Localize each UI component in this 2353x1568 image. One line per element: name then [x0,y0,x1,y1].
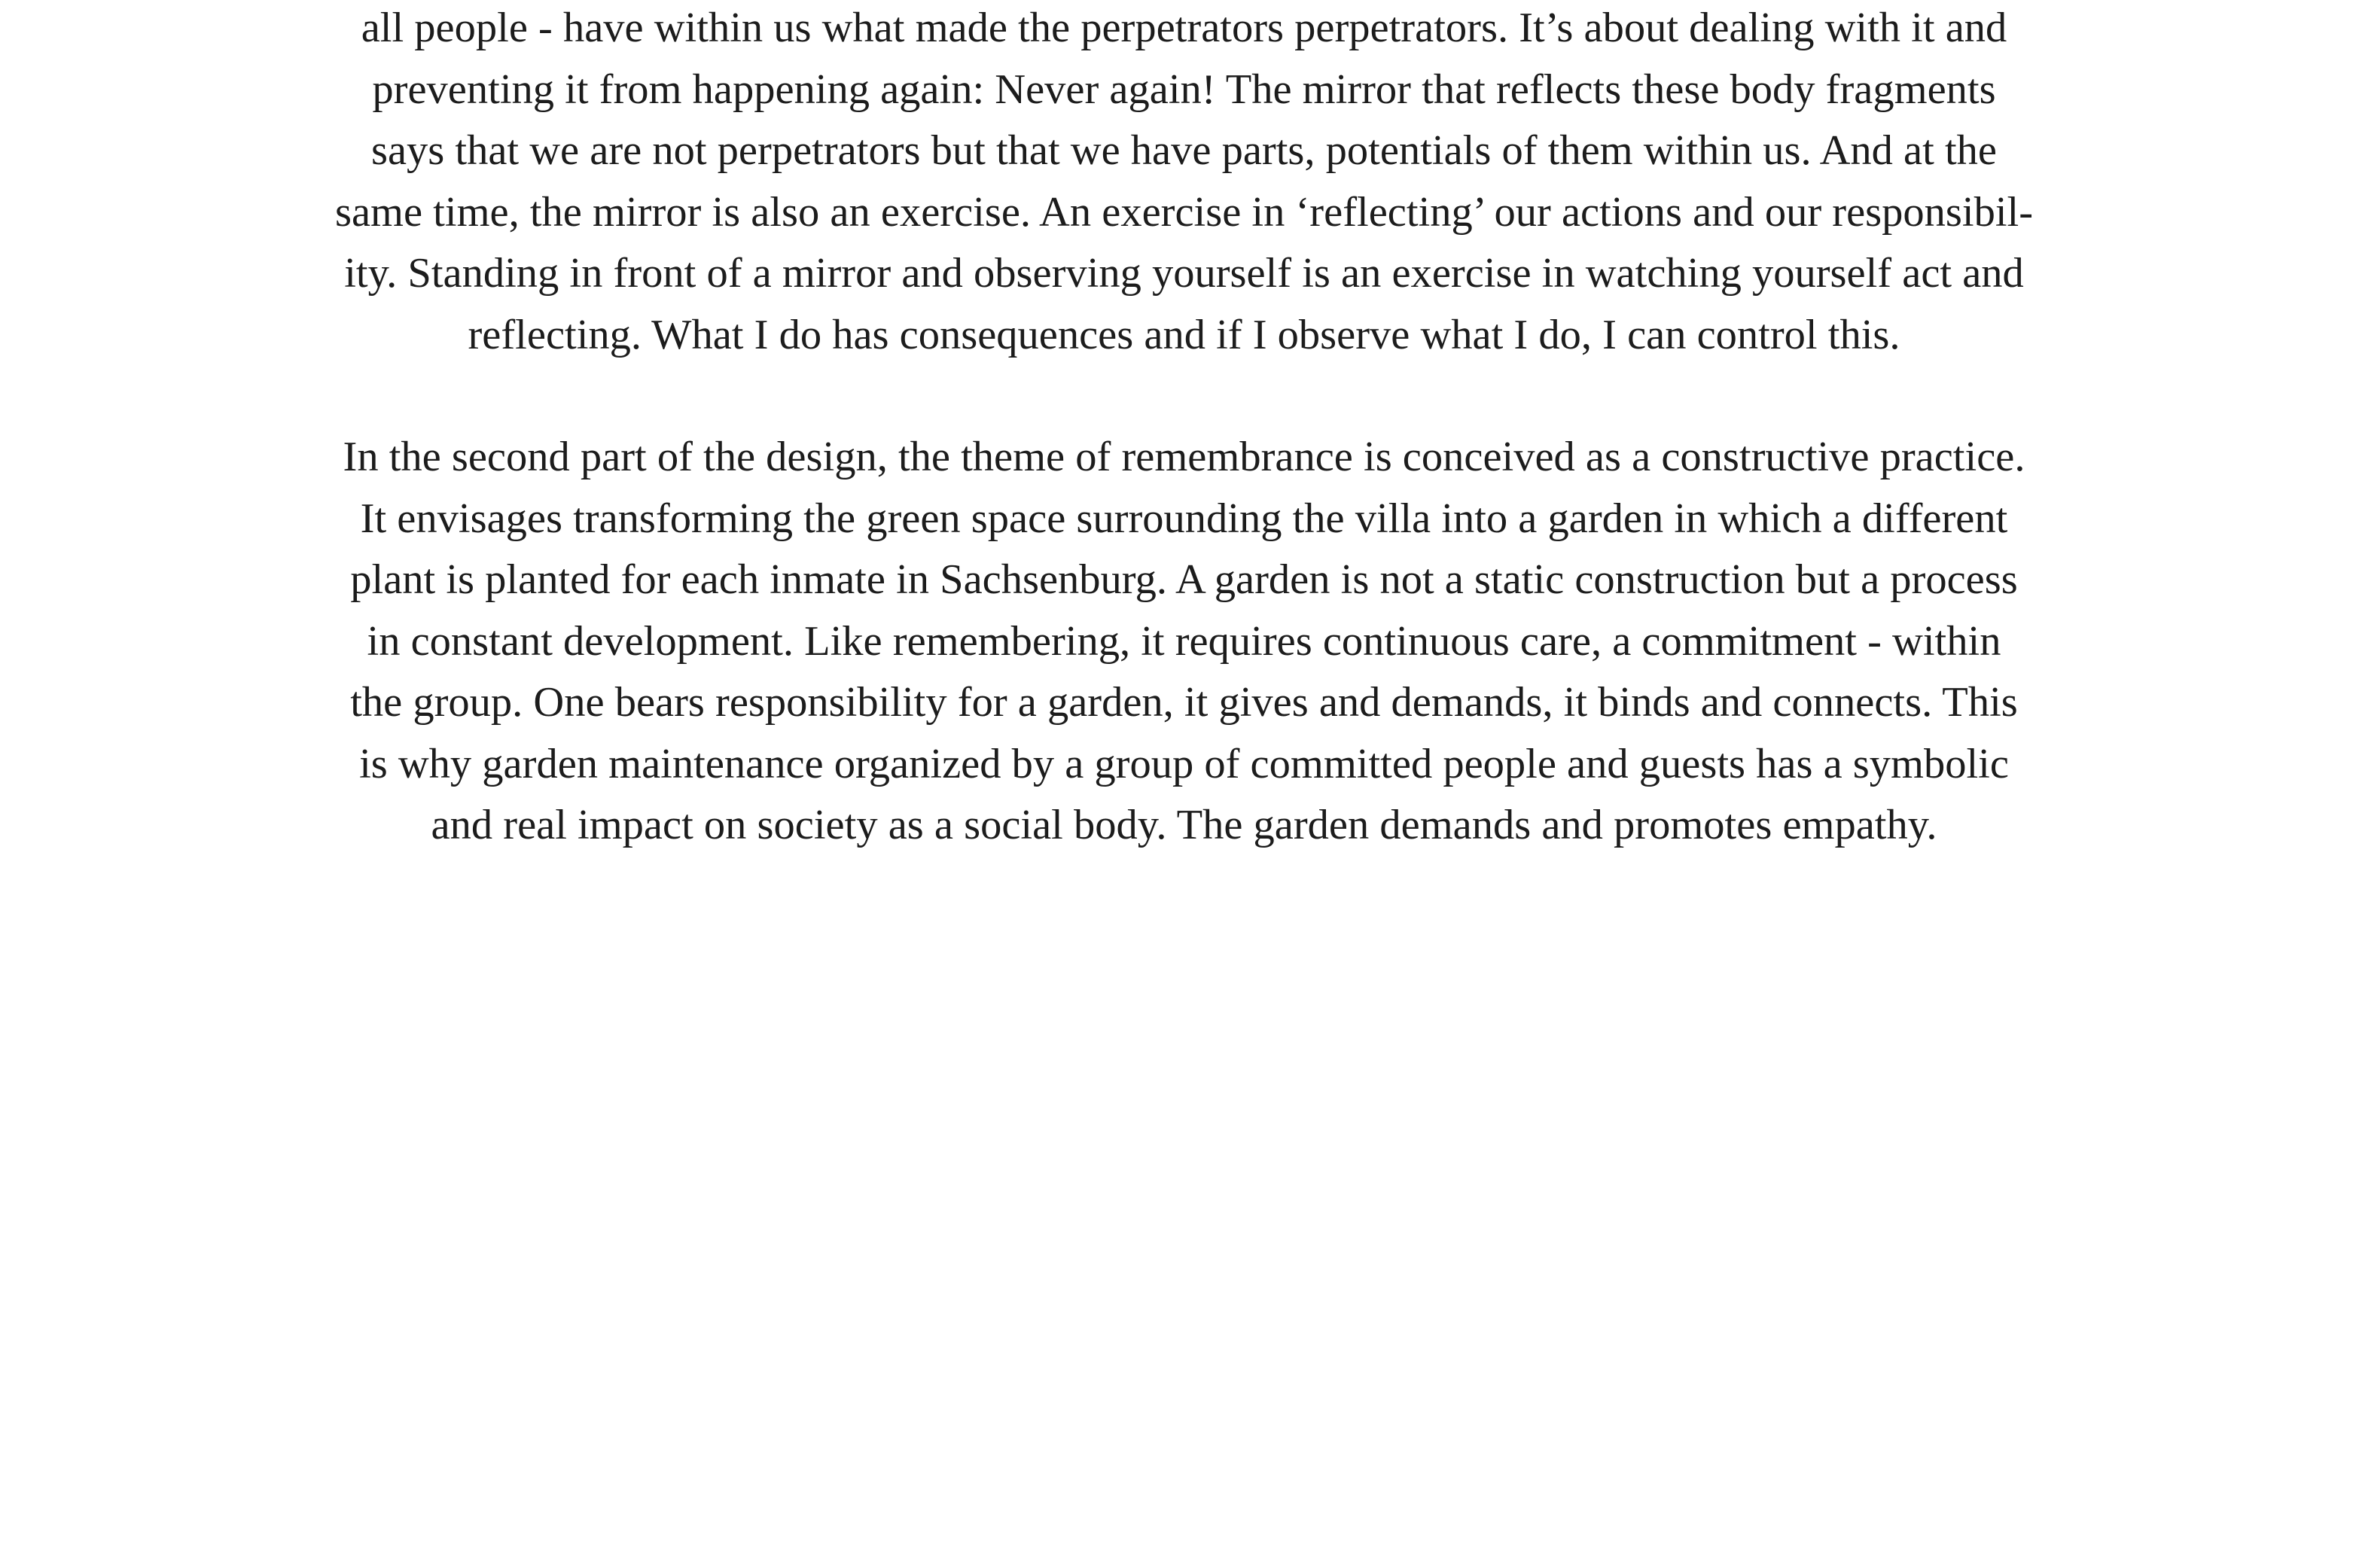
text-line: and real impact on society as a social body. The garden demands and promotes empathy. [431,802,1937,848]
text-line: is why garden maintenance organized by a group of committed people and guests has a symbolic [359,740,2009,787]
text-line: It envisages transforming the green space surrounding the villa into a garden in which a different [360,495,2008,542]
text-line: plant is planted for each inmate in Sachsenburg. A garden is not a static construction but a process [350,556,2018,603]
paragraph-mirror [218,0,2150,366]
text-line: in constant development. Like remembering, it requires continuous care, a commitment - within [367,617,2001,665]
text-line: ity. Standing in front of a mirror and observing yourself is an exercise in watching yourself act and [344,250,2024,297]
text-line: preventing it from happening again: Never again! The mirror that reflects these body fragments [372,65,1996,113]
text-line: all people - have within us what made the perpetrators perpetrators. It’s about dealing with it and [361,5,2007,51]
text-line: says that we are not perpetrators but that we have parts, potentials of them within us. And at the [370,127,1997,174]
text-line: In the second part of the design, the theme of remembrance is conceived as a constructive practice. [343,434,2025,480]
text-line: reflecting. What I do has consequences and if I observe what I do, I can control this. [468,311,1900,358]
text-line: same time, the mirror is also an exercise. An exercise in ‘reflecting’ our actions and our responsibil- [334,188,2034,236]
text-line: the group. One bears responsibility for a garden, it gives and demands, it binds and connects. This [350,679,2018,726]
paragraph-garden [218,427,2150,857]
